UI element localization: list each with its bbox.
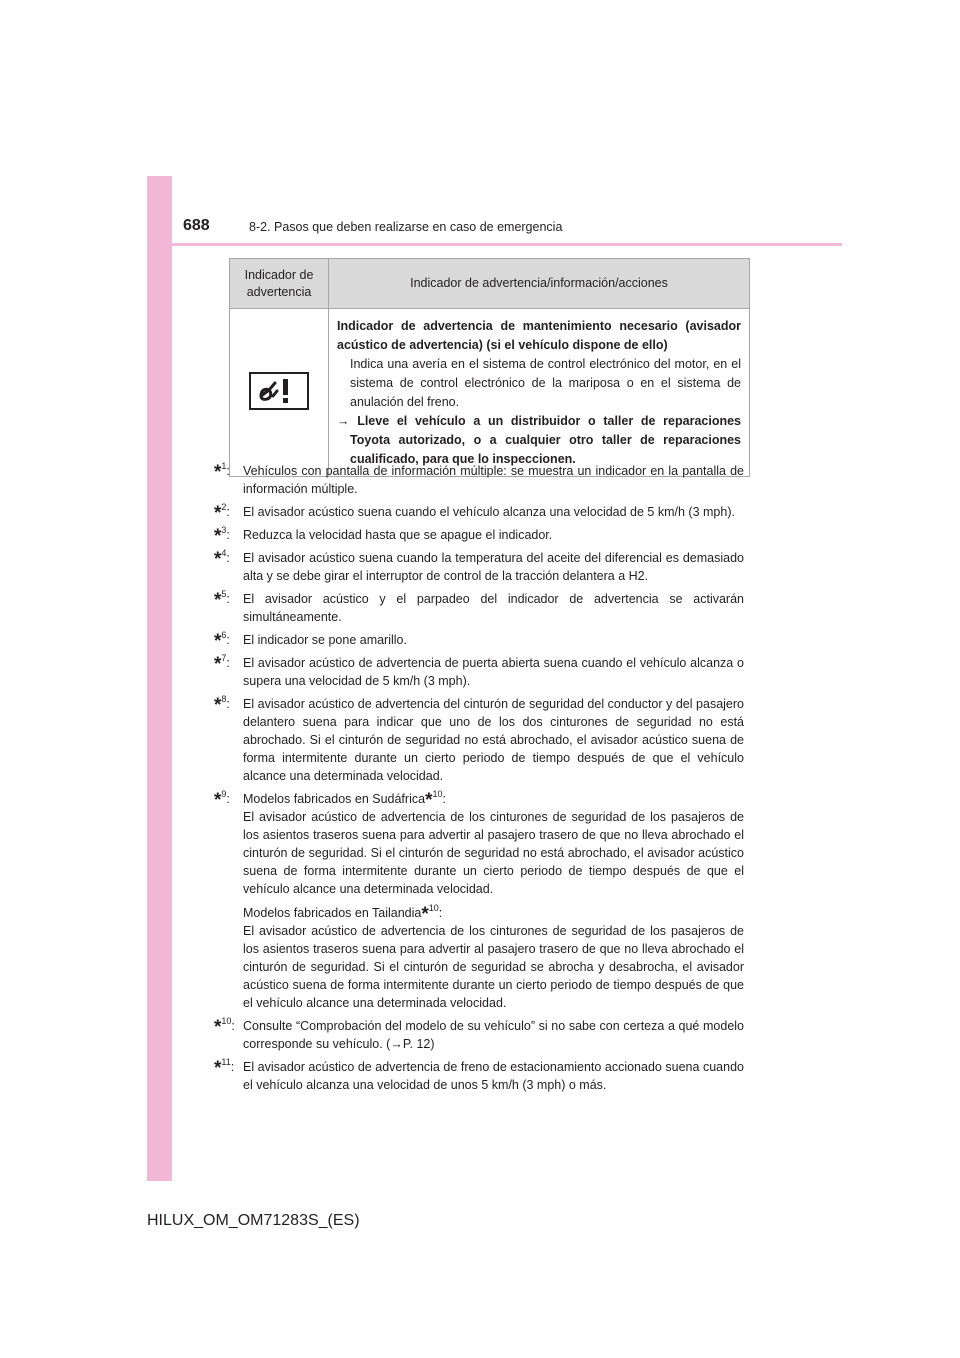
header-rule	[172, 243, 842, 246]
table-header-row	[230, 259, 750, 309]
footnote	[214, 630, 744, 652]
maintenance-warning-icon	[249, 372, 309, 410]
footnote-text: El avisador acústico suena cuando el vehículo alcanza una velocidad de 5 km/h (3 mph).	[243, 505, 735, 519]
footnote-mark: *$^1$:	[214, 461, 230, 483]
footnote	[214, 549, 744, 585]
indicator-action	[337, 412, 741, 469]
col-header-indicator: Indicador de advertencia	[230, 259, 329, 309]
footnote-text: Consulte “Comprobación del modelo de su vehículo” si no sabe con certeza a qué modelo corresponde su vehículo. (→P. 12)	[243, 1019, 744, 1051]
footnote-text: El avisador acústico suena cuando la temperatura del aceite del diferencial es demasiado alta y se debe girar el interruptor de control de la tracción delantera a H2.	[243, 551, 744, 583]
footnote-text: El avisador acústico de advertencia de puerta abierta suena cuando el vehículo alcanza o supera una velocidad de 5 km/h (3 mph).	[243, 656, 744, 688]
indicator-description: Indica una avería en el sistema de control electrónico del motor, en el sistema de control electrónico de la mariposa o en el sistema de anulación del freno.	[350, 357, 741, 409]
footnote-mark: *$^6$:	[214, 630, 230, 652]
footnote	[214, 695, 744, 785]
page-number: 688	[183, 217, 210, 234]
footnote-mark: *$^3$:	[214, 525, 230, 547]
footnote	[214, 462, 744, 498]
footnote	[214, 525, 744, 547]
footnote-text: El avisador acústico de advertencia del cinturón de seguridad del conductor y del pasajero delantero suena para indicar que uno de los dos cinturones de seguridad no está abrochado. Si el cinturón de seguridad no está abrochado, el avisador acústico suena de forma intermitente durante un cierto periodo de tiempo después de que el vehículo alcance una determinada velocidad.	[243, 697, 744, 783]
arrow-icon: →	[337, 414, 350, 428]
footnote-9	[214, 790, 744, 1012]
footnote-11	[214, 1058, 744, 1094]
footnote	[214, 654, 744, 690]
footnote-mark: *$^4$:	[214, 548, 230, 570]
footnote-10	[214, 1017, 744, 1053]
table-row	[230, 309, 750, 477]
footnote	[214, 502, 744, 524]
col-header-info: Indicador de advertencia/información/acciones	[329, 259, 750, 309]
action-text: Lleve el vehículo a un distribuidor o taller de reparaciones Toyota autorizado, o a cualquier otro taller de reparaciones cualificado, para que lo inspeccionen.	[350, 414, 741, 466]
footnote-9-sa-label: Modelos fabricados en Sudáfrica*$^{10}$:	[243, 789, 446, 811]
footnote-text: El indicador se pone amarillo.	[243, 633, 407, 647]
footnotes	[214, 462, 744, 1099]
footnote-mark: *$^2$:	[214, 502, 230, 524]
footnote-text: Vehículos con pantalla de información múltiple: se muestra un indicador en la pantalla de información múltiple.	[243, 464, 744, 496]
footnote-9-sa-text: El avisador acústico de advertencia de los cinturones de seguridad de los pasajeros de los asientos traseros suena para advertir al pasajero trasero de que no lleva abrochado el cinturón de seguridad. Si el cinturón de seguridad no está abrochado, el avisador acústico suena de forma intermitente durante un cierto periodo de tiempo después de que el vehículo alcance una determinada velocidad.	[243, 810, 744, 896]
footnote-mark: *$^{10}$:	[214, 1016, 235, 1038]
footnote-mark: *$^5$:	[214, 589, 230, 611]
footnote-text: El avisador acústico de advertencia de freno de estacionamiento accionado suena cuando el vehículo alcanza una velocidad de unos 5 km/h (3 mph) o más.	[243, 1060, 744, 1092]
footnote-mark: *$^9$:	[214, 789, 230, 811]
icon-cell	[230, 309, 329, 477]
arrow-icon: →	[390, 1037, 403, 1051]
footnote-mark: *$^8$:	[214, 694, 230, 716]
footnote-9-th-label: Modelos fabricados en Tailandia*$^{10}$:	[243, 903, 443, 925]
description-cell	[329, 309, 750, 477]
footnote-text: El avisador acústico y el parpadeo del indicador de advertencia se activarán simultáneamente.	[243, 592, 744, 624]
footnote	[214, 590, 744, 626]
section-sidebar-tab	[147, 176, 172, 1181]
warning-table	[229, 258, 750, 477]
footnote-mark: *$^{11}$:	[214, 1057, 235, 1079]
footnote-text: Reduzca la velocidad hasta que se apague el indicador.	[243, 528, 553, 542]
indicator-title: Indicador de advertencia de mantenimiento necesario (avisador acústico de advertencia) (si el vehículo dispone de ello)	[337, 319, 741, 352]
section-title: 8-2. Pasos que deben realizarse en caso de emergencia	[249, 220, 563, 234]
footer-doc-id: HILUX_OM_OM71283S_(ES)	[147, 1212, 360, 1229]
footnote-mark: *$^7$:	[214, 653, 230, 675]
footnote-9-th-text: El avisador acústico de advertencia de los cinturones de seguridad de los pasajeros de los asientos traseros suena para advertir al pasajero trasero de que no lleva abrochado el cinturón de seguridad. Si el cinturón de seguridad se abrocha y desabrocha, el avisador acústico suena de forma intermitente durante un cierto periodo de tiempo después de que el vehículo alcance una determinada velocidad.	[243, 924, 744, 1010]
